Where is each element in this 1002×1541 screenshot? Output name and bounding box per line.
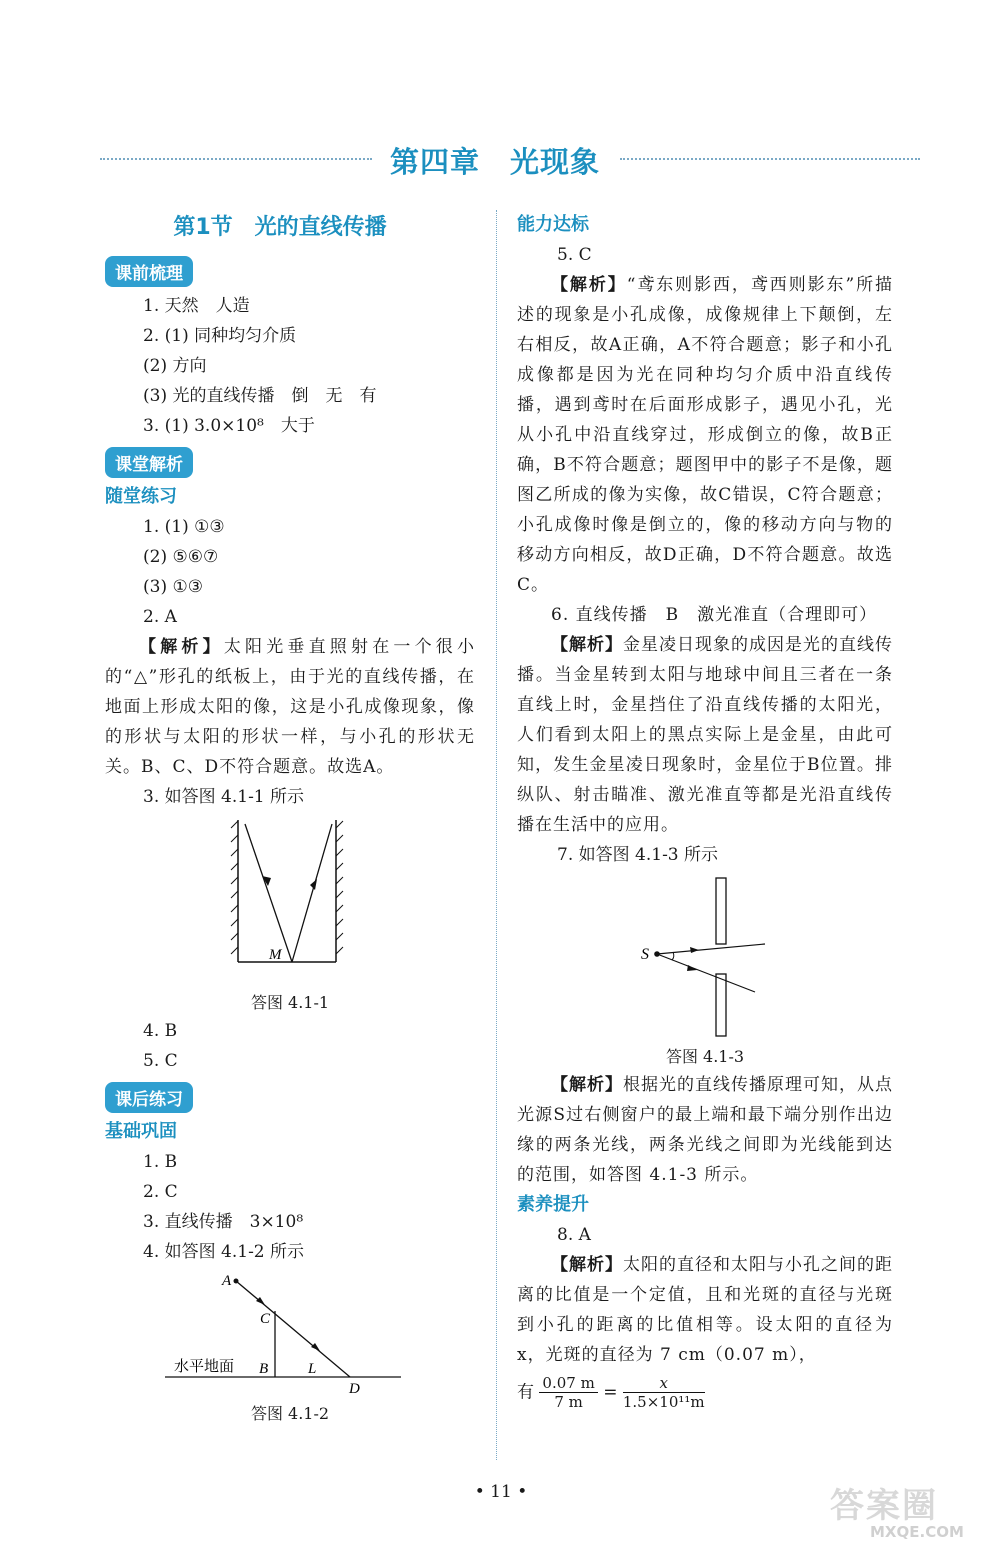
dotted-rule-left bbox=[100, 158, 372, 160]
fraction-right bbox=[623, 1374, 705, 1411]
analysis-text: 金星凌日现象的成因是光的直线传播。当金星转到太阳与地球中间且三者在一条直线上时，金星挡住了沿直线传播的太阳光，人们看到太阳上的黑点实际上是金星，由此可知，发生金星凌日现象时，金星位于B位置。排纵队、射击瞄准、激光准直等都是光沿直线传播在生活中的应用。 bbox=[517, 635, 893, 835]
answer-line: 3. 直线传播 3×10⁸ bbox=[143, 1212, 304, 1232]
answer-line: 4. B bbox=[143, 1021, 178, 1041]
page-number: • 11 • bbox=[474, 1482, 528, 1502]
numerator: x bbox=[623, 1374, 705, 1393]
figure-4-1-3 bbox=[517, 870, 893, 1044]
fraction-left bbox=[539, 1374, 597, 1411]
label-c: C bbox=[260, 1311, 271, 1327]
answer-line: (3) 光的直线传播 倒 无 有 bbox=[143, 386, 377, 406]
denominator: 7 m bbox=[554, 1393, 583, 1411]
analysis-label: 【解析】 bbox=[551, 1075, 623, 1095]
answer-line: 7. 如答图 4.1-3 所示 bbox=[557, 845, 719, 865]
answer-line: (2) 方向 bbox=[143, 356, 207, 376]
badge-pre-class: 课前梳理 bbox=[105, 256, 193, 287]
answer-paragraph: 6. 直线传播 B 激光准直（合理即可） bbox=[551, 605, 878, 625]
badge-after-class: 课后练习 bbox=[105, 1082, 193, 1113]
chapter-header bbox=[100, 138, 920, 178]
figure-caption: 答图 4.1-2 bbox=[250, 1404, 330, 1423]
label-m: M bbox=[269, 947, 282, 963]
analysis-label: 【解析】 bbox=[551, 635, 623, 655]
answer-line: 2. (1) 同种均匀介质 bbox=[143, 326, 297, 346]
label-s: S bbox=[641, 946, 649, 963]
equals-sign: = bbox=[603, 1382, 618, 1403]
subheading-basic: 基础巩固 bbox=[105, 1121, 177, 1142]
subheading-literacy: 素养提升 bbox=[517, 1194, 589, 1215]
label-l: L bbox=[308, 1361, 317, 1377]
answer-line: (2) ⑤⑥⑦ bbox=[143, 547, 219, 567]
analysis-text: “鸢东则影西，鸢西则影东”所描述的现象是小孔成像，成像规律上下颠倒，左右相反，故A正确，A不符合题意；影子和小孔成像都是因为光在同种均匀介质中沿直线传播，遇到鸢时在后面形成影子，遇见小孔，光从小孔中沿直线穿过，形成倒立的像，故B正确，B不符合题意；题图甲中的影子不是像，题图乙所成的像为实像，故C错误，C符合题意；小孔成像时像是倒立的，像的移动方向与物的移动方向相反，故D正确，D不符合题意。故选C。 bbox=[517, 275, 894, 595]
column-divider bbox=[496, 210, 497, 1460]
label-d: D bbox=[349, 1381, 360, 1397]
analysis-text: 太阳的直径和太阳与小孔之间的距离的比值是一个定值，且和光斑的直径与光斑到小孔的距离的比值相等。设太阳的直径为 x，光斑的直径为 7 cm（0.07 m）， bbox=[517, 1255, 893, 1365]
analysis-label: 【解析】 bbox=[139, 637, 224, 657]
label-b: B bbox=[259, 1361, 269, 1377]
figure-4-1-2-diagram bbox=[105, 1267, 475, 1401]
answer-line: 2. C bbox=[143, 1182, 178, 1202]
answer-line: 4. 如答图 4.1-2 所示 bbox=[143, 1242, 305, 1262]
answer-line: 3. 如答图 4.1-1 所示 bbox=[143, 787, 305, 807]
section-title: 第1节 光的直线传播 bbox=[173, 215, 387, 240]
dotted-rule-right bbox=[620, 158, 920, 160]
formula-prefix: 有 bbox=[517, 1382, 534, 1403]
answer-line: 1. 天然 人造 bbox=[143, 296, 250, 316]
badge-in-class: 课堂解析 bbox=[105, 447, 193, 478]
figure-4-1-1-diagram bbox=[105, 812, 475, 990]
subheading-practice: 随堂练习 bbox=[105, 486, 177, 507]
denominator: 1.5×10¹¹m bbox=[622, 1393, 705, 1411]
watermark-url: MXQE.COM bbox=[870, 1523, 964, 1541]
formula bbox=[517, 1374, 893, 1411]
answer-line: 5. C bbox=[143, 1051, 178, 1071]
answer-line: (3) ①③ bbox=[143, 577, 203, 597]
figure-4-1-1 bbox=[105, 812, 475, 990]
label-a: A bbox=[222, 1273, 232, 1289]
answer-line: 1. B bbox=[143, 1152, 178, 1172]
answer-line: 5. C bbox=[557, 245, 592, 265]
answer-line: 3. (1) 3.0×10⁸ 大于 bbox=[143, 416, 315, 436]
numerator: 0.07 m bbox=[539, 1374, 597, 1393]
figure-4-1-3-diagram bbox=[517, 870, 893, 1044]
analysis-paragraph bbox=[517, 270, 893, 600]
right-column bbox=[517, 210, 893, 1411]
subheading-ability: 能力达标 bbox=[517, 214, 589, 235]
analysis-paragraph bbox=[517, 1250, 893, 1370]
analysis-paragraph bbox=[517, 630, 893, 840]
answer-line: 8. A bbox=[557, 1225, 591, 1245]
answer-line: 2. A bbox=[143, 607, 177, 627]
watermark-logo bbox=[830, 1478, 990, 1541]
analysis-label: 【解析】 bbox=[551, 275, 627, 295]
figure-caption: 答图 4.1-3 bbox=[665, 1047, 745, 1066]
figure-4-1-2 bbox=[105, 1267, 475, 1401]
analysis-paragraph bbox=[517, 1070, 893, 1190]
answer-line: 1. (1) ①③ bbox=[143, 517, 225, 537]
analysis-label: 【解析】 bbox=[551, 1255, 623, 1275]
figure-caption: 答图 4.1-1 bbox=[250, 993, 330, 1012]
label-ground: 水平地面 bbox=[174, 1357, 235, 1375]
watermark-text: 答案圈 bbox=[830, 1486, 938, 1526]
analysis-paragraph bbox=[105, 632, 475, 782]
chapter-title: 第四章 光现象 bbox=[390, 145, 601, 179]
left-column bbox=[105, 210, 475, 1427]
analysis-text: 根据光的直线传播原理可知，从点光源S过右侧窗户的最上端和最下端分别作出边缘的两条光线，两条光线之间即为光线能到达的范围，如答图 4.1-3 所示。 bbox=[517, 1075, 893, 1185]
analysis-text: 太阳光垂直照射在一个很小的“△”形孔的纸板上，由于光的直线传播，在地面上形成太阳的像，这是小孔成像现象，像的形状与太阳的形状一样，与小孔的形状无关。B、C、D不符合题意。故选A。 bbox=[105, 637, 476, 777]
